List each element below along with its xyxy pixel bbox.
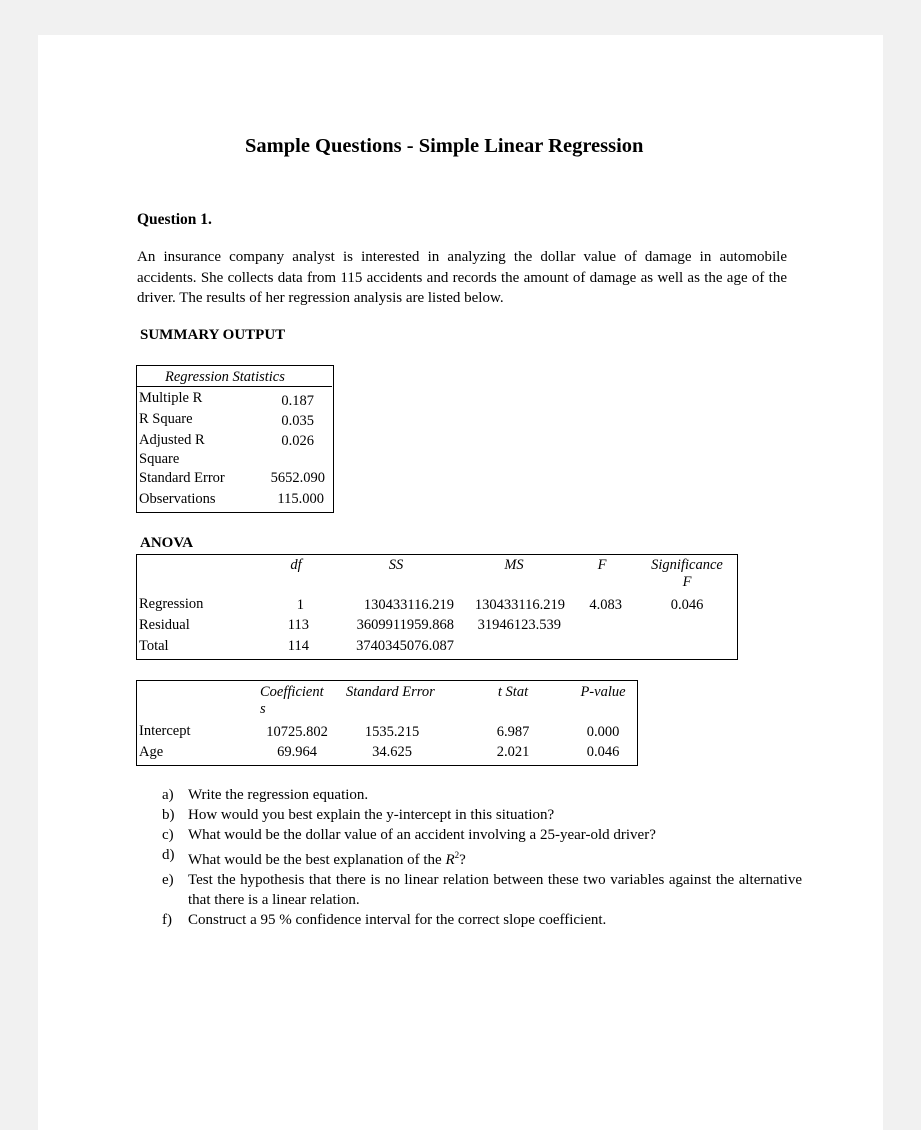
list-letter: f) <box>162 912 172 928</box>
coef-header-coefficient: Coefficient <box>260 684 324 700</box>
anova-row-label: Residual <box>139 617 190 633</box>
document-page <box>38 35 883 1130</box>
regression-statistics-header: Regression Statistics <box>165 369 285 385</box>
list-item <box>162 785 802 805</box>
summary-output-heading: SUMMARY OUTPUT <box>140 327 286 343</box>
stat-value: 115.000 <box>277 491 324 507</box>
coef-standard-error: 1535.215 <box>364 724 420 740</box>
stat-label-continued: Square <box>139 451 180 467</box>
coef-header-coefficient-s: s <box>260 701 266 717</box>
anova-ms: 130433116.219 <box>474 597 565 613</box>
anova-row-label: Total <box>139 638 169 654</box>
anova-significance: 0.046 <box>670 597 704 613</box>
coef-header-t-stat: t Stat <box>497 684 529 700</box>
coef-row-label: Age <box>139 744 164 760</box>
list-text: Construct a 95 % confidence interval for the correct slope coefficient. <box>188 912 607 928</box>
list-text-end: ? <box>459 852 466 868</box>
r-squared-symbol: R <box>445 852 455 868</box>
stat-label: Observations <box>139 491 216 507</box>
list-item <box>162 845 802 870</box>
coef-row-label: Intercept <box>139 723 191 739</box>
list-letter: b) <box>162 807 175 823</box>
coef-value: 69.964 <box>277 744 317 760</box>
list-letter: a) <box>162 787 174 803</box>
anova-df: 114 <box>287 638 309 654</box>
coef-value: 10725.802 <box>266 724 328 740</box>
coef-header-p-value: P-value <box>580 684 626 700</box>
anova-row-label: Regression <box>139 596 204 612</box>
list-item <box>162 910 802 930</box>
list-text: How would you best explain the y-intercept in this situation? <box>188 807 555 823</box>
anova-ss: 130433116.219 <box>363 597 454 613</box>
stat-label: Multiple R <box>139 390 203 406</box>
list-letter: c) <box>162 827 174 843</box>
stat-value: 0.026 <box>281 433 314 449</box>
anova-f: 4.083 <box>589 597 622 613</box>
anova-df: 1 <box>296 597 304 613</box>
list-text: What would be the dollar value of an accident involving a 25-year-old driver? <box>188 827 656 843</box>
anova-header-ss: SS <box>388 557 404 573</box>
anova-header-ms: MS <box>504 557 524 573</box>
stat-label: Standard Error <box>139 470 225 486</box>
anova-heading: ANOVA <box>140 535 194 551</box>
question-intro: An insurance company analyst is interested in analyzing the dollar value of damage in automobile accidents. She collects data from 115 accidents and records the amount of damage as well as the age of the driver. The results of her regression analysis are listed below. <box>137 249 787 306</box>
coef-p-value: 0.046 <box>586 744 620 760</box>
anova-header-df: df <box>290 557 302 573</box>
list-item <box>162 870 802 910</box>
r-squared-exponent: 2 <box>454 850 460 860</box>
anova-ss: 3609911959.868 <box>356 617 454 633</box>
coef-header-standard-error: Standard Error <box>346 684 435 700</box>
list-text: What would be the best explanation of the <box>188 852 446 868</box>
stat-label: R Square <box>139 411 193 427</box>
anova-header-f: F <box>597 557 607 573</box>
stat-value: 5652.090 <box>270 470 325 486</box>
list-item <box>162 805 802 825</box>
stat-value: 0.187 <box>281 393 314 409</box>
stat-value: 0.035 <box>281 413 314 429</box>
question-heading: Question 1. <box>137 211 212 228</box>
stat-label: Adjusted R <box>139 432 205 448</box>
coef-p-value: 0.000 <box>586 724 620 740</box>
list-text: Write the regression equation. <box>188 787 369 803</box>
anova-df: 113 <box>287 617 309 633</box>
coef-t-stat: 6.987 <box>496 724 530 740</box>
anova-ss: 3740345076.087 <box>356 638 454 654</box>
anova-ms: 31946123.539 <box>477 617 561 633</box>
coef-standard-error: 34.625 <box>372 744 412 760</box>
anova-header-significance-f: F <box>682 574 692 590</box>
question-list <box>162 785 802 930</box>
anova-header-significance: Significance <box>651 557 723 573</box>
list-item <box>162 825 802 845</box>
coef-t-stat: 2.021 <box>496 744 530 760</box>
list-letter: d) <box>162 847 175 863</box>
list-text: Test the hypothesis that there is no linear relation between these two variables against the alternative that there is a linear relation. <box>188 872 802 908</box>
page-title: Sample Questions - Simple Linear Regression <box>245 135 644 157</box>
list-letter: e) <box>162 872 174 888</box>
